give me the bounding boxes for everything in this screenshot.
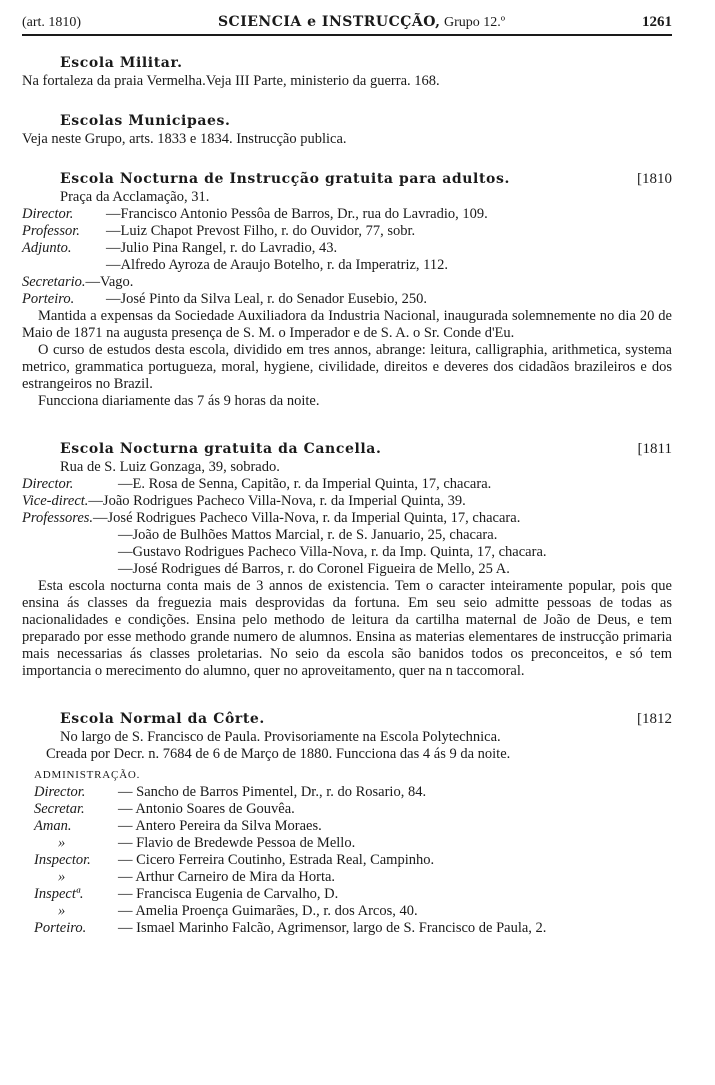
- staff-entry: —João Rodrigues Pacheco Villa-Nova, r. da Imperial Quinta, 39.: [88, 493, 466, 509]
- section-escola-militar: [22, 54, 672, 90]
- staff-role: Director.: [22, 206, 74, 222]
- text-line: Na fortaleza da praia Vermelha.Veja III Parte, ministerio da guerra. 168.: [22, 73, 440, 89]
- staff-row: [22, 818, 672, 835]
- text-line: Veja neste Grupo, arts. 1833 e 1834. Instrucção publica.: [22, 131, 347, 147]
- staff-row: [22, 903, 672, 920]
- staff-entry: — Cicero Ferreira Coutinho, Estrada Real, Campinho.: [118, 852, 435, 868]
- header-group: Grupo 12.º: [444, 15, 506, 30]
- paragraph-text: O curso de estudos desta escola, dividido em tres annos, abrange: leitura, calligraphia, arithmetica, systema metrico, grammatica portugueza, moral, hygiene, civilidade, direitos e deveres dos cidadãos brazileiros e dos estrangeiros no Brazil.: [22, 342, 672, 392]
- staff-role: Aman.: [34, 818, 72, 834]
- article-number: [1810: [637, 171, 672, 187]
- paragraph-text: Funcciona diariamente das 7 ás 9 horas da noite.: [38, 393, 320, 409]
- header-article-ref: (art. 1810): [22, 15, 82, 30]
- staff-role: Director.: [22, 476, 74, 492]
- section-title: Escolas Municipaes.: [60, 113, 231, 129]
- staff-entry: —Luiz Chapot Prevost Filho, r. do Ouvidor, 77, sobr.: [106, 223, 416, 239]
- paragraph: [22, 578, 672, 680]
- staff-row: [22, 527, 672, 544]
- staff-row: [22, 493, 672, 510]
- staff-entry: —E. Rosa de Senna, Capitão, r. da Imperial Quinta, 17, chacara.: [118, 476, 492, 492]
- staff-entry: — Arthur Carneiro de Mira da Horta.: [118, 869, 336, 885]
- staff-row: [22, 291, 672, 308]
- staff-role: »: [58, 903, 66, 919]
- staff-entry: — Flavio de Bredewde Pessoa de Mello.: [118, 835, 356, 851]
- paragraph: [22, 342, 672, 393]
- staff-row: [22, 223, 672, 240]
- staff-row: [22, 476, 672, 493]
- section-title: Escola Nocturna de Instrucção gratuita para adultos.: [60, 171, 510, 187]
- section-title-row: [22, 710, 672, 729]
- staff-entry: —João de Bulhões Mattos Marcial, r. de S. Januario, 25, chacara.: [118, 527, 498, 543]
- staff-role: Director.: [34, 784, 86, 800]
- staff-row: [22, 257, 672, 274]
- staff-entry: — Antero Pereira da Silva Moraes.: [118, 818, 322, 834]
- staff-role: Secretar.: [34, 801, 85, 817]
- staff-entry: — Antonio Soares de Gouvêa.: [118, 801, 295, 817]
- staff-entry: —Francisco Antonio Pessôa de Barros, Dr., rua do Lavradio, 109.: [106, 206, 488, 222]
- staff-row: [22, 852, 672, 869]
- paragraph: [22, 308, 672, 342]
- staff-row: [22, 544, 672, 561]
- staff-row: [22, 561, 672, 578]
- staff-row: [22, 274, 672, 291]
- staff-row: [22, 801, 672, 818]
- paragraph-text: Esta escola nocturna conta mais de 3 annos de existencia. Tem o caracter inteiramente popular, pois que ensina ás classes da freguezia mais desprovidas da fortuna. Em seu seio admitte pessoas de todas as nacionalidades e condições. Ensina pelo methodo de leitura da cartilha maternal de João de Deus, e tem preparado por esse methodo grande numero de alumnos. Ensina as materias elementares de instrucção primaria mais necessarias ás classes proletarias. No seio da escola são banidos todos os preconceitos, e só tem importancia o merecimento do alumno, quer no aproveitamento, quer na n taccomoral.: [22, 578, 672, 679]
- text-line: Creada por Decr. n. 7684 de 6 de Março de 1880. Funcciona das 4 ás 9 da noite.: [46, 746, 511, 762]
- staff-role: Inspectª.: [34, 886, 84, 902]
- paragraph-text: Mantida a expensas da Sociedade Auxiliadora da Industria Nacional, inaugurada solemnemente no dia 20 de Maio de 1871 na augusta presença de S. M. o Imperador e de S. A. o Sr. Conde d'Eu.: [22, 308, 672, 341]
- staff-entry: —Julio Pina Rangel, r. do Lavradio, 43.: [106, 240, 338, 256]
- article-number: [1811: [637, 441, 672, 457]
- admin-label: ADMINISTRAÇÃO.: [34, 769, 141, 781]
- staff-row: [22, 240, 672, 257]
- page: [22, 14, 672, 937]
- section-title: Escola Nocturna gratuita da Cancella.: [60, 441, 382, 457]
- staff-entry: —José Rodrigues Pacheco Villa-Nova, r. da Imperial Quinta, 17, chacara.: [93, 510, 521, 526]
- staff-row: [22, 886, 672, 903]
- staff-list: [22, 206, 672, 308]
- staff-entry: —Vago.: [85, 274, 134, 290]
- staff-row: [22, 920, 672, 937]
- staff-role: Inspector.: [34, 852, 91, 868]
- staff-role: »: [58, 835, 66, 851]
- staff-role: Professor.: [22, 223, 80, 239]
- staff-list: [22, 784, 672, 937]
- staff-row: [22, 784, 672, 801]
- staff-entry: — Ismael Marinho Falcão, Agrimensor, largo de S. Francisco de Paula, 2.: [118, 920, 547, 936]
- section-escola-cancella: [22, 440, 672, 680]
- staff-entry: — Sancho de Barros Pimentel, Dr., r. do Rosario, 84.: [118, 784, 427, 800]
- staff-entry: —Gustavo Rodrigues Pacheco Villa-Nova, r. da Imp. Quinta, 17, chacara.: [118, 544, 547, 560]
- staff-row: [22, 869, 672, 886]
- staff-row: [22, 835, 672, 852]
- section-escolas-municipaes: [22, 112, 672, 148]
- section-escola-nocturna-adultos: [22, 170, 672, 410]
- text-line: No largo de S. Francisco de Paula. Provisoriamente na Escola Polytechnica.: [60, 729, 501, 745]
- section-escola-normal: [22, 710, 672, 937]
- staff-role: Secretario.: [22, 274, 86, 290]
- staff-entry: — Amelia Proença Guimarães, D., r. dos Arcos, 40.: [118, 903, 418, 919]
- staff-role: Professores.: [22, 510, 94, 526]
- running-header: [22, 14, 672, 36]
- section-title-row: [22, 170, 672, 189]
- staff-entry: —José Rodrigues dé Barros, r. do Coronel Figueira de Mello, 25 A.: [118, 561, 510, 577]
- paragraph: [22, 393, 672, 410]
- staff-role: »: [58, 869, 66, 885]
- staff-role: Porteiro.: [34, 920, 87, 936]
- address-line: Rua de S. Luiz Gonzaga, 39, sobrado.: [60, 459, 280, 475]
- header-section-title: [218, 14, 505, 31]
- staff-row: [22, 510, 672, 527]
- section-title: Escola Militar.: [60, 55, 183, 71]
- section-title: Escola Normal da Côrte.: [60, 711, 265, 727]
- article-number: [1812: [637, 711, 672, 727]
- header-section-bold: SCIENCIA e INSTRUCÇÃO,: [217, 14, 441, 30]
- staff-entry: —José Pinto da Silva Leal, r. do Senador Eusebio, 250.: [106, 291, 427, 307]
- staff-row: [22, 206, 672, 223]
- address-line: Praça da Acclamação, 31.: [60, 189, 210, 205]
- staff-entry: — Francisca Eugenia de Carvalho, D.: [118, 886, 339, 902]
- staff-role: Porteiro.: [22, 291, 75, 307]
- staff-list: [22, 476, 672, 578]
- page-number: 1261: [642, 14, 672, 30]
- staff-role: Adjunto.: [22, 240, 72, 256]
- staff-entry: —Alfredo Ayroza de Araujo Botelho, r. da Imperatriz, 112.: [106, 257, 449, 273]
- staff-role: Vice-direct.: [22, 493, 89, 509]
- section-title-row: [22, 440, 672, 459]
